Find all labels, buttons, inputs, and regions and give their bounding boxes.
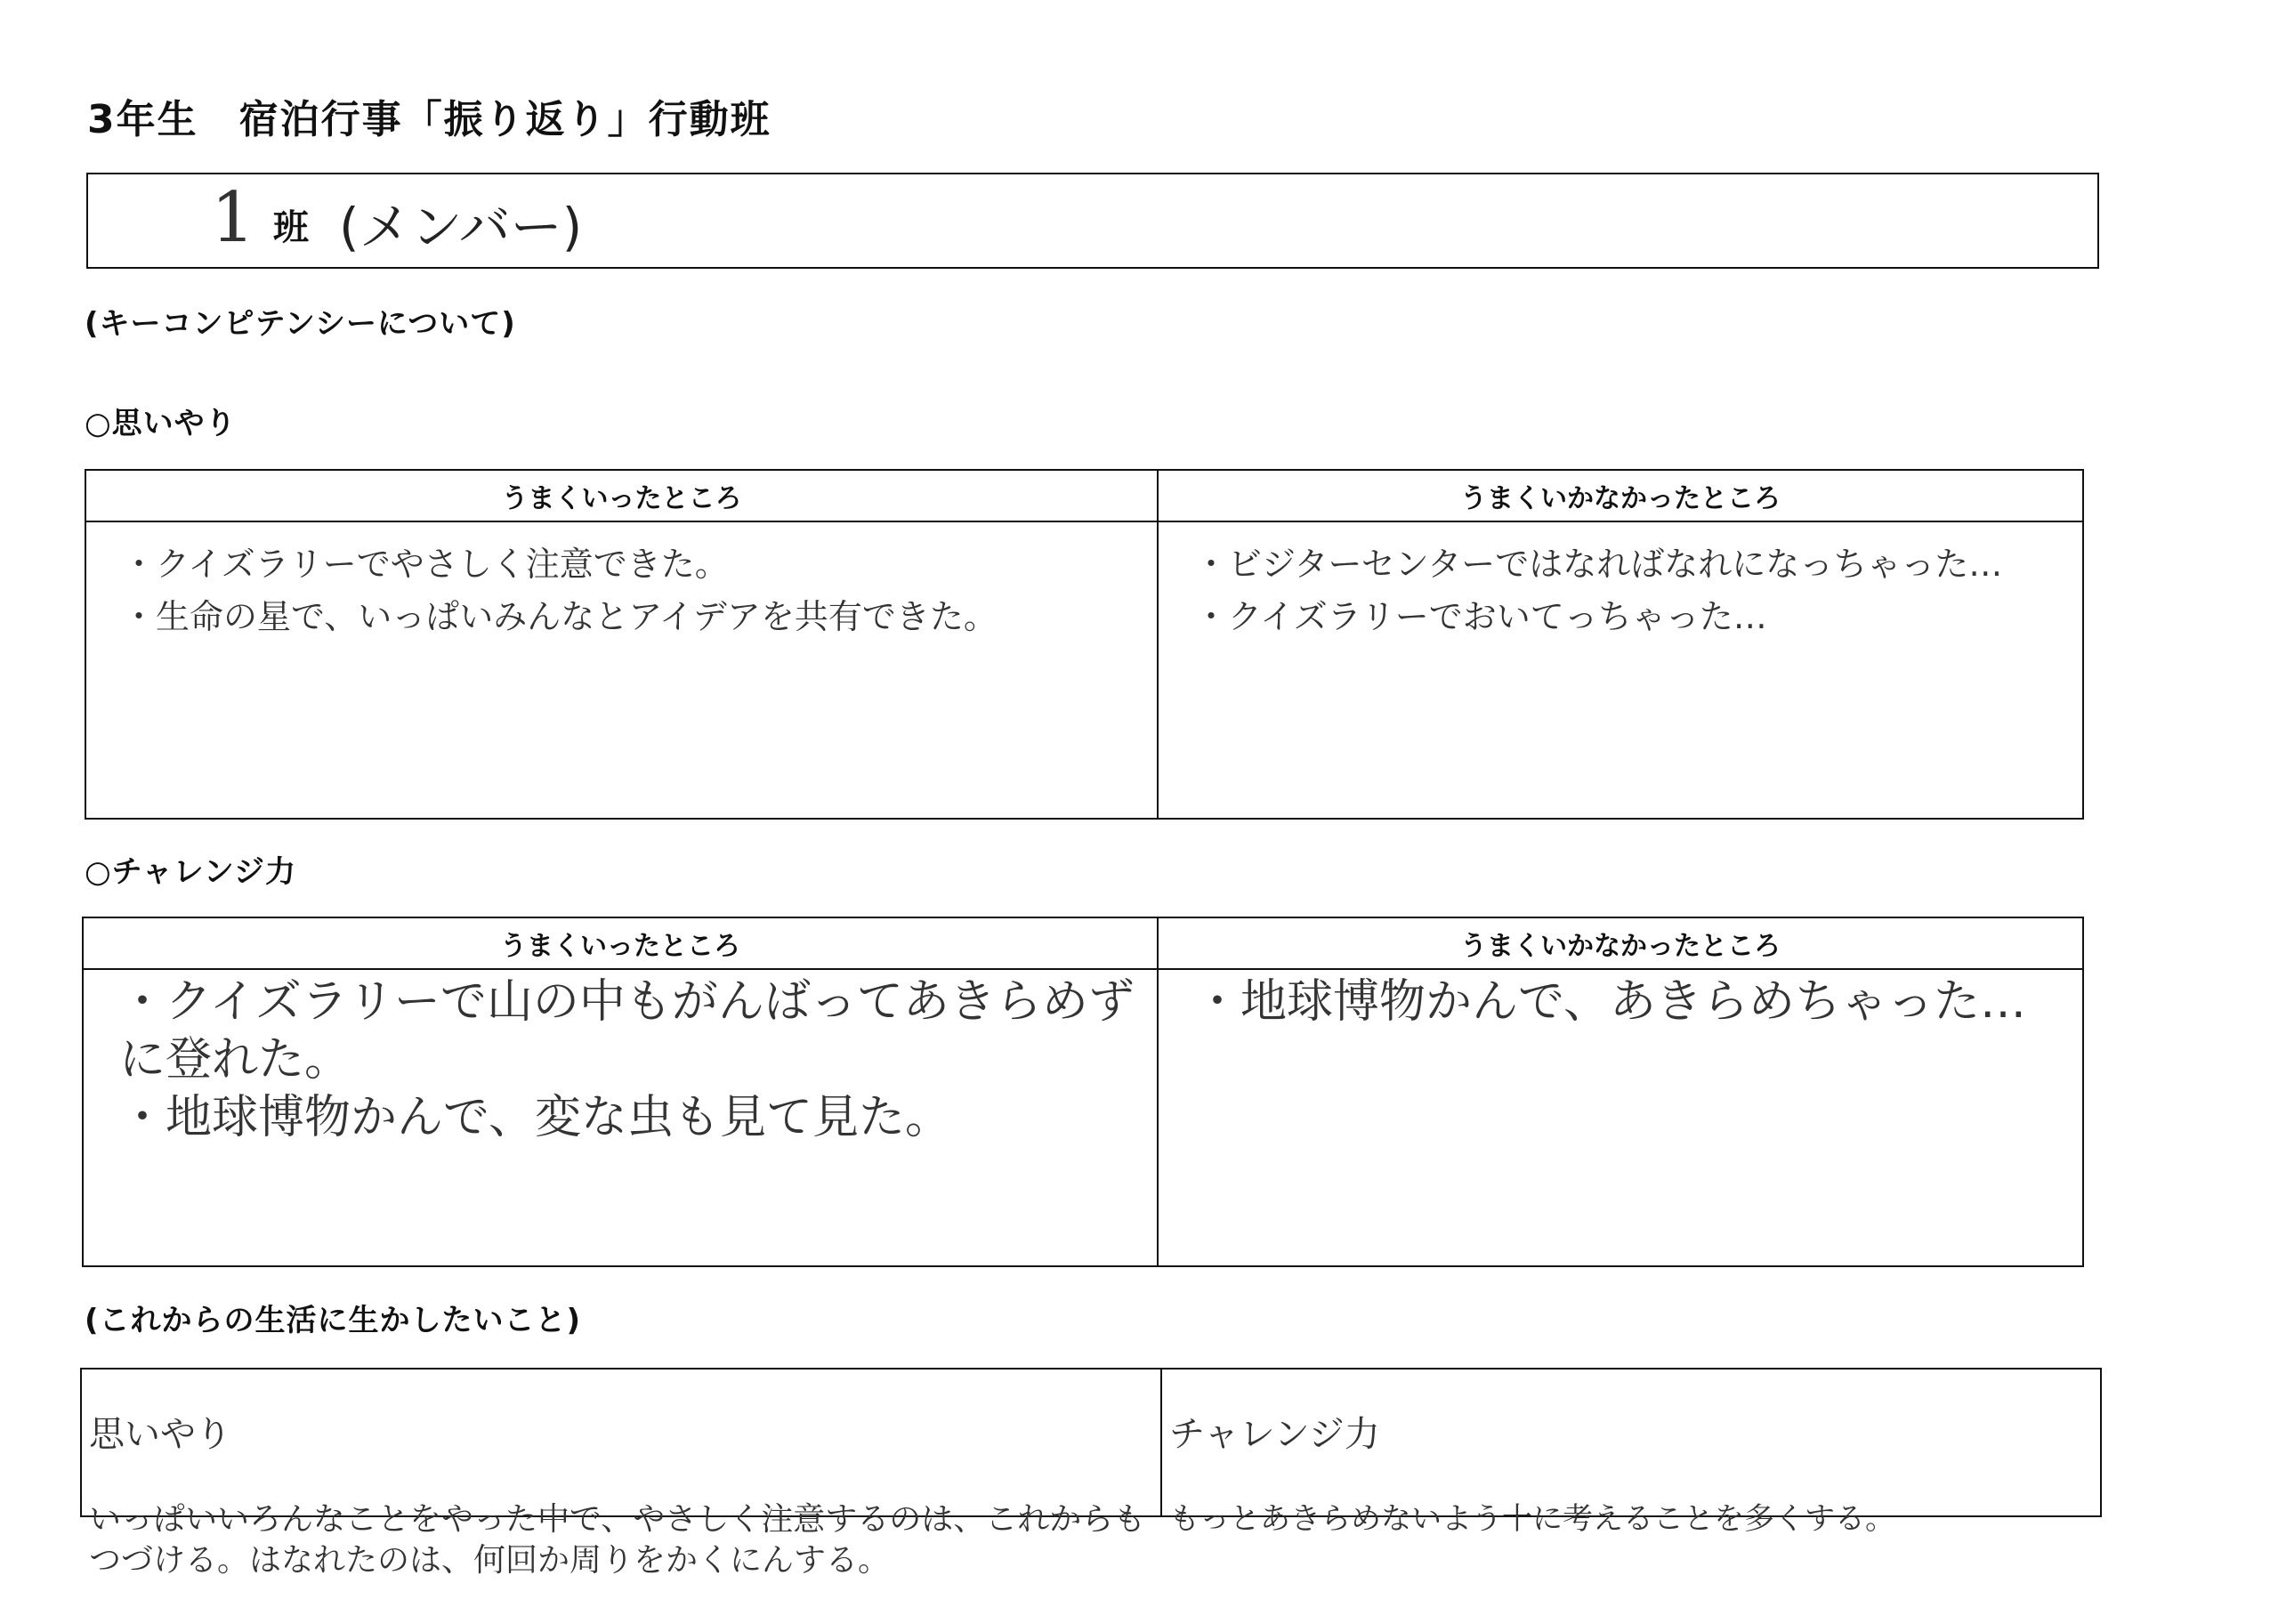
key-competency-heading: (キーコンピテンシーについて) [85,306,516,342]
cell-good [85,521,1158,819]
column-header-bad: うまくいかなかったところ [1158,917,2083,969]
handwritten-bad-text: ・地球博物かんで、あきらめちゃった… [1194,975,2026,1029]
future-left-heading: 思いやり [89,1413,231,1455]
future-left-text: いっぱいいろんなことをやった中で、やさしく注意するのは、これからもつづける。はなれたのは、何回か周りをかくにんする。 [89,1500,1146,1580]
future-box [80,1368,2102,1580]
page-title: 3年生 宿泊行事「振り返り」行動班 [87,97,771,142]
table-challenge [82,917,2084,1267]
future-right-heading: チャレンジ力 [1169,1413,1380,1455]
future-left [89,1369,1157,1624]
table-omoiyari [85,469,2084,820]
column-header-good: うまくいったところ [85,470,1158,521]
section-heading-challenge: ○チャレンジ力 [85,854,296,890]
handwritten-good-text: ・クイズラリーでやさしく注意できた。 ・生命の星で、いっぱいみんなとアイデアを共有できた。 [122,545,998,636]
cell-bad [1158,969,2083,1266]
handwritten-good-text: ・クイズラリーで山の中もがんばってあきらめずに登れた。 ・地球博物かんで、変な虫も見て見た。 [119,975,1135,1144]
divider [1160,1369,1162,1515]
future-heading: (これからの生活に生かしたいこと) [85,1303,582,1338]
cell-good [83,969,1158,1266]
future-right [1169,1369,2095,1581]
handwritten-bad-text: ・ビジターセンターではなればなれになっちゃった… ・クイズラリーでおいてっちゃった… [1194,545,2003,636]
members-label: (メンバー) [339,197,583,257]
column-header-bad: うまくいかなかったところ [1158,470,2083,521]
group-number: 1 [211,178,255,258]
member-box [86,173,2099,269]
future-right-text: もっとあきらめないよう十に考えることを多くする。 [1169,1500,1895,1537]
group-suffix: 班 [273,207,309,248]
cell-bad [1158,521,2083,819]
section-heading-omoiyari: ○思いやり [85,406,237,441]
column-header-good: うまくいったところ [83,917,1158,969]
